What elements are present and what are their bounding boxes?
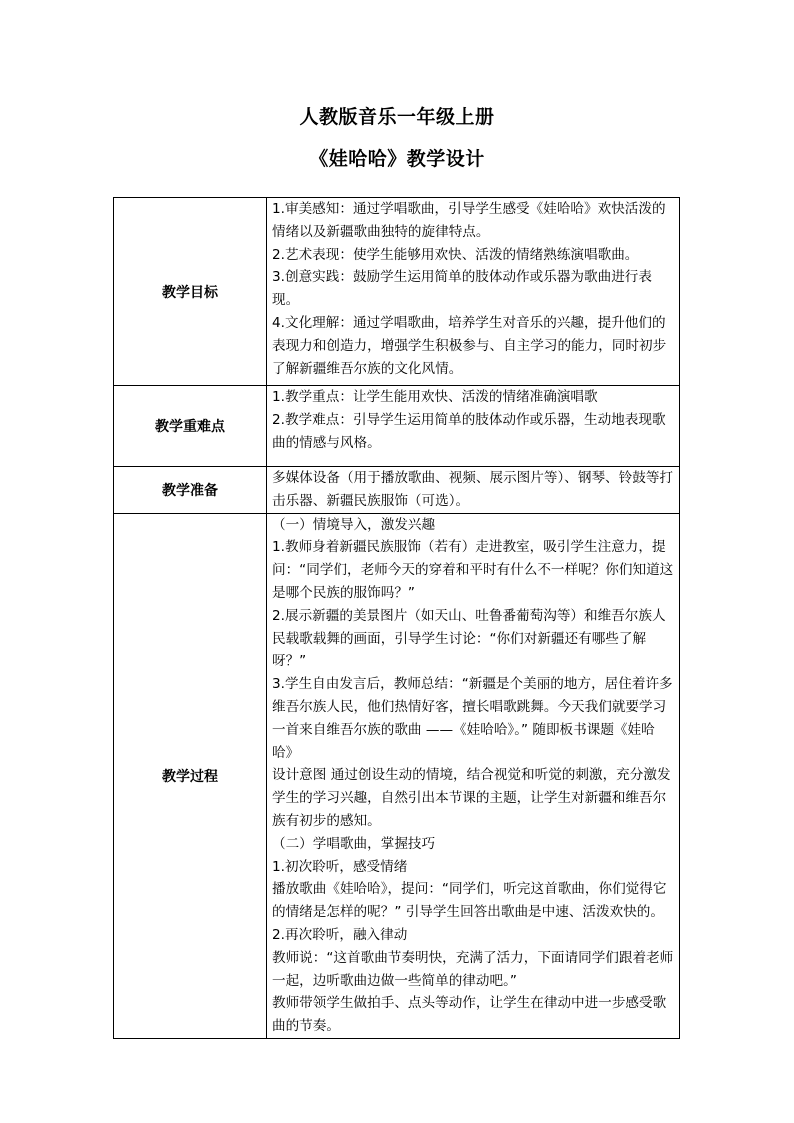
process-step: 1.教师身着新疆民族服饰（若有）走进教室，吸引学生注意力，提问：“同学们，老师今天的穿着和平时有什么不一样呢？你们知道这是哪个民族的服饰吗？” <box>272 539 674 601</box>
row-content-process <box>267 513 680 1038</box>
process-step: 3.学生自由发言后，教师总结：“新疆是个美丽的地方，居住着许多维吾尔族人民，他们热情好客，擅长唱歌跳舞。今天我们就要学习一首来自维吾尔族的歌曲 ——《娃哈哈》。” 随即板书课题《娃哈哈》 <box>272 676 673 761</box>
objective-item: 3.创意实践：鼓励学生运用简单的肢体动作或乐器为歌曲进行表现。 <box>272 269 652 309</box>
objective-item: 1.审美感知：通过学唱歌曲，引导学生感受《娃哈哈》欢快活泼的情绪以及新疆歌曲独特的旋律特点。 <box>272 201 666 240</box>
row-content-objectives <box>267 198 680 386</box>
table-row-process <box>114 513 680 1038</box>
process-step: 1.初次聆听，感受情绪 <box>272 858 408 875</box>
document-subtitle: 《娃哈哈》教学设计 <box>309 148 485 170</box>
row-content-preparation <box>267 467 680 514</box>
process-step: 2.再次聆听，融入律动 <box>272 926 408 943</box>
process-step: 2.展示新疆的美景图片（如天山、吐鲁番葡萄沟等）和维吾尔族人民载歌载舞的画面，引导学生讨论：“你们对新疆还有哪些了解呀？” <box>272 607 666 670</box>
process-step: 教师说：“这首歌曲节奏明快，充满了活力，下面请同学们跟着老师一起，边听歌曲边做一些简单的律动吧。” <box>272 949 674 989</box>
process-heading: （二）学唱歌曲，掌握技巧 <box>272 835 436 852</box>
lesson-plan-table <box>113 197 680 1039</box>
objective-item: 2.艺术表现：使学生能够用欢快、活泼的情绪熟练演唱歌曲。 <box>272 246 639 263</box>
row-label-process: 教学过程 <box>114 513 267 1038</box>
row-content-key-points <box>267 386 680 467</box>
document-title: 人教版音乐一年级上册 <box>299 106 495 128</box>
table-row-objectives <box>114 198 680 386</box>
row-label-key-points: 教学重难点 <box>114 386 267 467</box>
table-row-key-points <box>114 386 680 467</box>
objective-item: 4.文化理解：通过学唱歌曲，培养学生对音乐的兴趣，提升他们的表现力和创造力，增强学生积极参与、自主学习的能力，同时初步了解新疆维吾尔族的文化风情。 <box>272 314 667 377</box>
process-step: 教师带领学生做拍手、点头等动作，让学生在律动中进一步感受歌曲的节奏。 <box>272 995 667 1035</box>
preparation-item: 多媒体设备（用于播放歌曲、视频、展示图片等）、钢琴、铃鼓等打击乐器、新疆民族服饰（可选）。 <box>272 470 674 509</box>
key-point-item: 1.教学重点：让学生能用欢快、活泼的情绪准确演唱歌 <box>272 389 598 405</box>
process-step: 播放歌曲《娃哈哈》，提问：“同学们，听完这首歌曲，你们觉得它的情绪是怎样的呢？” 引导学生回答出歌曲是中速、活泼欢快的。 <box>272 881 667 921</box>
table-row-preparation <box>114 467 680 514</box>
design-intent: 设计意图 通过创设生动的情境，结合视觉和听觉的刺激，充分激发学生的学习兴趣，自然引出本节课的主题，让学生对新疆和维吾尔族有初步的感知。 <box>272 767 671 829</box>
row-label-objectives: 教学目标 <box>114 198 267 386</box>
process-heading: （一）情境导入，激发兴趣 <box>272 516 436 533</box>
key-point-item: 2.教学难点：引导学生运用简单的肢体动作或乐器，生动地表现歌曲的情感与风格。 <box>272 411 666 451</box>
row-label-preparation: 教学准备 <box>114 467 267 514</box>
